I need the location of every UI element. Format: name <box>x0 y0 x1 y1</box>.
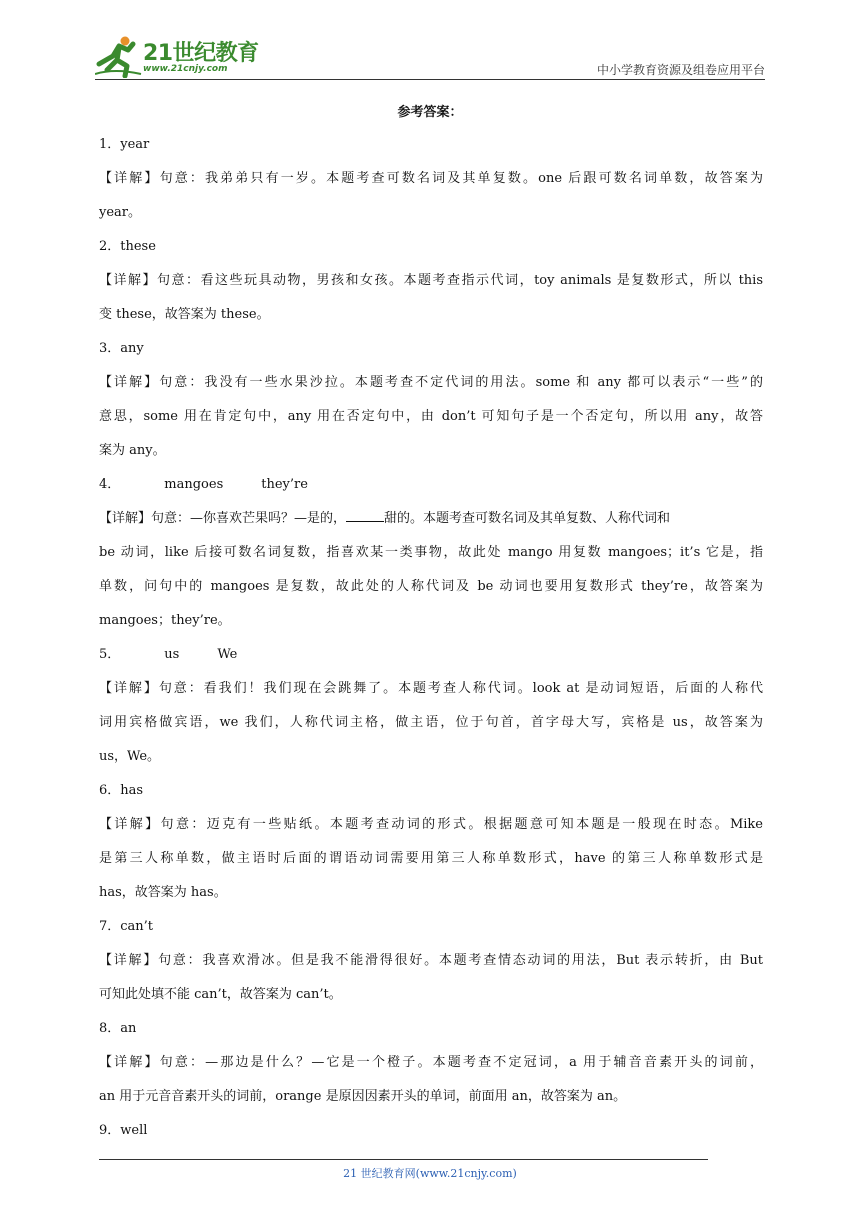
runner-logo-icon <box>95 34 143 78</box>
explanation-line: be 动词，like 后接可数名词复数，指喜欢某一类事物，故此处 mango 用复数 mangoes；it’s 它是，指 <box>99 545 763 560</box>
answer-number: 7．can’t <box>99 919 154 934</box>
explanation-line: 【详解】句意：我没有一些水果沙拉。本题考查不定代词的用法。some 和 any 都可以表示“一些”的 <box>99 375 763 390</box>
answer-number: 8．an <box>99 1021 137 1036</box>
logo-url: www.21cnjy.com <box>143 64 228 74</box>
logo-text: 21世纪教育 <box>143 41 259 66</box>
answer-value: they’re <box>261 477 308 492</box>
answer-value: mangoes <box>164 477 224 492</box>
page-header <box>95 30 765 80</box>
answer-value: us <box>164 647 180 662</box>
explanation-line: 词用宾格做宾语，we 我们，人称代词主格，做主语，位于句首，首字母大写，宾格是 us，故答案为 <box>99 715 763 730</box>
explanation-line: 【详解】句意：—那边是什么？—它是一个橙子。本题考查不定冠词，a 用于辅音音素开头的词前， <box>99 1055 763 1070</box>
question-number: 5． <box>99 647 121 662</box>
answer-number: 9．well <box>99 1123 148 1138</box>
explanation-line: 【详解】句意：迈克有一些贴纸。本题考查动词的形式。根据题意可知本题是一般现在时态。Mike <box>99 817 763 832</box>
logo <box>95 34 265 78</box>
answer-number <box>99 638 763 672</box>
explanation-line: 单数，问句中的 mangoes 是复数，故此处的人称代词及 be 动词也要用复数形式 they’re，故答案为 <box>99 579 763 594</box>
answer-number: 1．year <box>99 137 150 152</box>
explanation-line: 【详解】句意：我弟弟只有一岁。本题考查可数名词及其单复数。one 后跟可数名词单数，故答案为 <box>99 171 763 186</box>
explanation-line: an 用于元音音素开头的词前，orange 是原因因素开头的单词，前面用 an，故答案为 an。 <box>99 1089 627 1104</box>
explanation-line: us，We。 <box>99 749 161 764</box>
explanation-line: mangoes；they’re。 <box>99 613 231 628</box>
explanation-line: 【详解】句意：看这些玩具动物，男孩和女孩。本题考查指示代词，toy animals 是复数形式，所以 this <box>99 273 763 288</box>
explanation-line: 案为 any。 <box>99 443 166 458</box>
answer-content <box>99 128 763 1148</box>
answer-number: 6．has <box>99 783 144 798</box>
answer-value: We <box>217 647 238 662</box>
header-divider <box>95 79 765 80</box>
explanation-line: 【详解】句意：看我们！我们现在会跳舞了。本题考查人称代词。look at 是动词短语，后面的人称代 <box>99 681 763 696</box>
explanation-line <box>99 502 763 536</box>
fill-blank <box>346 509 384 522</box>
explanation-line: has，故答案为 has。 <box>99 885 227 900</box>
answer-number <box>99 468 763 502</box>
explanation-text: 【详解】句意：—你喜欢芒果吗？—是的， <box>99 511 347 526</box>
explanation-line: 意思，some 用在肯定句中，any 用在否定句中，由 don’t 可知句子是一个否定句，所以用 any，故答 <box>99 409 763 424</box>
explanation-text: 甜的。本题考查可数名词及其单复数、人称代词和 <box>384 511 671 526</box>
answer-number: 3．any <box>99 341 144 356</box>
explanation-line: 是第三人称单数，做主语时后面的谓语动词需要用第三人称单数形式，have 的第三人称单数形式是 <box>99 851 763 866</box>
page-title: 参考答案： <box>397 105 463 120</box>
footer-source: 21 世纪教育网(www.21cnjy.com) <box>343 1167 517 1180</box>
explanation-line: 可知此处填不能 can’t，故答案为 can’t。 <box>99 987 342 1002</box>
explanation-line: year。 <box>99 205 142 220</box>
answer-number: 2．these <box>99 239 156 254</box>
question-number: 4． <box>99 477 121 492</box>
explanation-line: 变 these，故答案为 these。 <box>99 307 270 322</box>
platform-name: 中小学教育资源及组卷应用平台 <box>596 63 765 77</box>
footer-divider <box>99 1159 708 1160</box>
explanation-line: 【详解】句意：我喜欢滑冰。但是我不能滑得很好。本题考查情态动词的用法，But 表示转折，由 But <box>99 953 763 968</box>
